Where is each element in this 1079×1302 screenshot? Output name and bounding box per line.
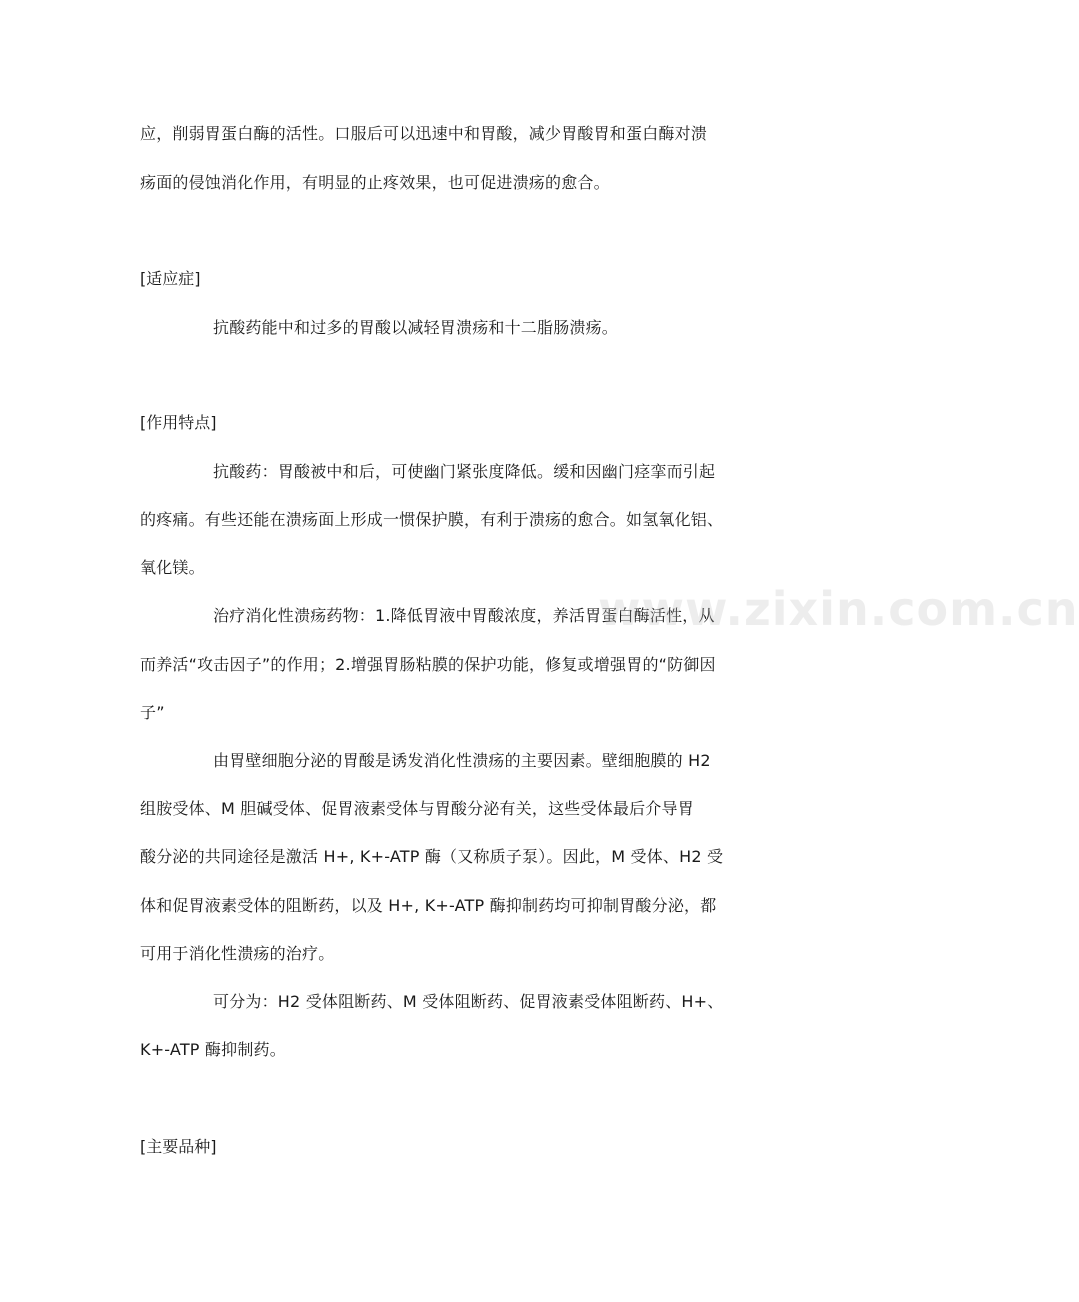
paragraph-line: 抗酸药能中和过多的胃酸以减轻胃溃疡和十二脂肠溃疡。 — [213, 318, 619, 337]
paragraph-line: 体和促胃液素受体的阻断药，以及 H+, K+-ATP 酶抑制药均可抑制胃酸分泌，都 — [140, 896, 717, 915]
paragraph-line: 的疼痛。有些还能在溃疡面上形成一惯保护膜，有利于溃疡的愈合。如氢氧化铝、 — [140, 510, 724, 529]
section-heading-varieties: [主要品种] — [140, 1137, 217, 1156]
paragraph-line: K+-ATP 酶抑制药。 — [140, 1040, 286, 1059]
paragraph-line: 由胃壁细胞分泌的胃酸是诱发消化性溃疡的主要因素。壁细胞膜的 H2 — [213, 751, 711, 770]
paragraph-line: 酸分泌的共同途径是激活 H+, K+-ATP 酶（又称质子泵）。因此，M 受体、H2 受 — [140, 847, 724, 866]
section-heading-indications: [适应症] — [140, 269, 201, 288]
paragraph-line: 抗酸药：胃酸被中和后，可使幽门紧张度降低。缓和因幽门痉挛而引起 — [213, 462, 716, 481]
paragraph-line: 应，削弱胃蛋白酶的活性。口服后可以迅速中和胃酸，减少胃酸胃和蛋白酶对溃 — [140, 124, 708, 143]
watermark: www.zixin.com.cn — [598, 582, 1079, 636]
paragraph-line: 治疗消化性溃疡药物：1.降低胃液中胃酸浓度，养活胃蛋白酶活性，从 — [213, 606, 715, 625]
paragraph-line: 疡面的侵蚀消化作用，有明显的止疼效果，也可促进溃疡的愈合。 — [140, 173, 610, 192]
paragraph-line: 可分为：H2 受体阻断药、M 受体阻断药、促胃液素受体阻断药、H+、 — [213, 992, 724, 1011]
paragraph-line: 氧化镁。 — [140, 558, 205, 577]
paragraph-line: 子” — [140, 703, 165, 722]
section-heading-features: [作用特点] — [140, 413, 217, 432]
paragraph-line: 组胺受体、M 胆碱受体、促胃液素受体与胃酸分泌有关，这些受体最后介导胃 — [140, 799, 694, 818]
paragraph-line: 可用于消化性溃疡的治疗。 — [140, 944, 335, 963]
paragraph-line: 而养活“攻击因子”的作用；2.增强胃肠粘膜的保护功能，修复或增强胃的“防御因 — [140, 655, 716, 674]
